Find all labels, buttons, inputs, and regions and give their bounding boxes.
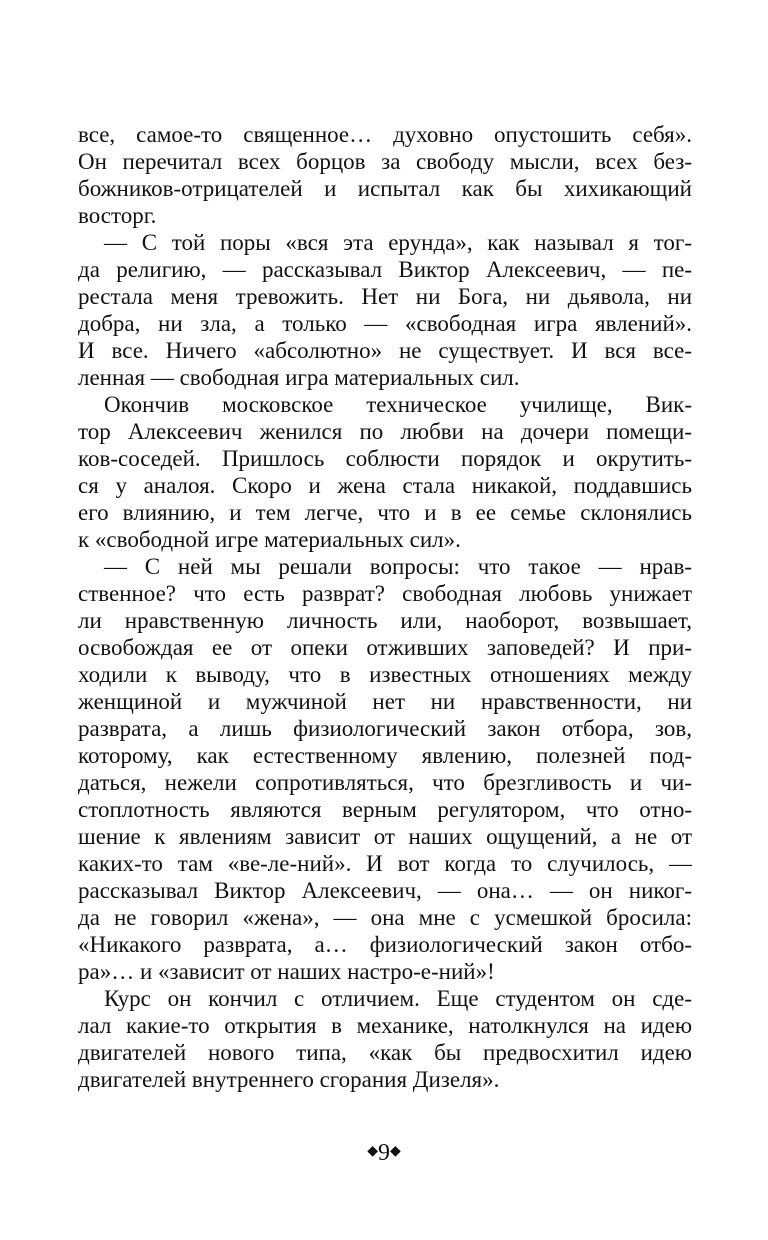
text-line: — С той поры «вся эта ерунда», как называл я тог- bbox=[104, 230, 692, 255]
text-line: двигателей нового типа, «как бы предвосхитил идею bbox=[78, 1040, 692, 1065]
text-line: ся у аналоя. Скоро и жена стала никакой, поддавшись bbox=[78, 473, 692, 498]
text-line: его влиянию, и тем легче, что и в ее семье склонялись bbox=[78, 500, 692, 525]
page-number-footer bbox=[0, 1139, 768, 1168]
text-line: да религию, — рассказывал Виктор Алексеевич, — пе- bbox=[78, 257, 692, 282]
diamond-ornament-right-icon: ◆ bbox=[390, 1144, 401, 1160]
text-line: Окончив московское техническое училище, Вик- bbox=[104, 392, 692, 417]
text-line: разврата, а лишь физиологический закон отбора, зов, bbox=[78, 716, 692, 741]
text-line: к «свободной игре материальных сил». bbox=[78, 527, 461, 552]
text-line: лал какие-то открытия в механике, натолкнулся на идею bbox=[78, 1013, 692, 1038]
text-line: двигателей внутреннего сгорания Дизеля». bbox=[78, 1067, 500, 1092]
text-line: которому, как естественному явлению, полезней под- bbox=[78, 743, 692, 768]
text-line: ра»… и «зависит от наших настро-е-ний»! bbox=[78, 959, 495, 984]
text-line: да не говорил «жена», — она мне с усмешкой бросила: bbox=[78, 905, 692, 930]
text-line: стоплотность являются верным регулятором, что отно- bbox=[78, 797, 692, 822]
text-line: женщиной и мужчиной нет ни нравственности, ни bbox=[78, 689, 692, 714]
text-line: ков-соседей. Пришлось соблюсти порядок и окрутить- bbox=[78, 446, 692, 471]
text-line: — С ней мы решали вопросы: что такое — нрав- bbox=[104, 554, 692, 579]
text-line: рестала меня тревожить. Нет ни Бога, ни дьявола, ни bbox=[78, 284, 692, 309]
text-line: ленная — свободная игра материальных сил. bbox=[78, 365, 520, 390]
text-line: шение к явлениям зависит от наших ощущений, а не от bbox=[78, 824, 692, 849]
text-line: ходили к выводу, что в известных отношениях между bbox=[78, 662, 692, 687]
text-line: ственное? что есть разврат? свободная любовь унижает bbox=[78, 581, 692, 606]
text-line: тор Алексеевич женился по любви на дочери помещи- bbox=[78, 419, 692, 444]
text-line: восторг. bbox=[78, 203, 157, 228]
text-line: освобождая ее от опеки отживших заповедей? И при- bbox=[78, 635, 692, 660]
text-line: ли нравственную личность или, наоборот, возвышает, bbox=[78, 608, 692, 633]
page-number: 9 bbox=[378, 1140, 390, 1166]
text-line: Он перечитал всех борцов за свободу мысли, всех без- bbox=[78, 149, 692, 174]
text-line: каких-то там «ве-ле-ний». И вот когда то случилось, — bbox=[78, 851, 692, 876]
text-line: рассказывал Виктор Алексеевич, — она… — он никог- bbox=[78, 878, 692, 903]
text-line: даться, нежели сопротивляться, что брезгливость и чи- bbox=[78, 770, 692, 795]
text-line: все, самое-то священное… духовно опустошить себя». bbox=[78, 122, 692, 147]
text-line: «Никакого разврата, а… физиологический закон отбо- bbox=[78, 932, 692, 957]
body-text bbox=[78, 121, 692, 1093]
text-line: добра, ни зла, а только — «свободная игра явлений». bbox=[78, 311, 692, 336]
text-line: божников-отрицателей и испытал как бы хихикающий bbox=[78, 176, 692, 201]
diamond-ornament-left-icon: ◆ bbox=[367, 1144, 378, 1160]
text-line: И все. Ничего «абсолютно» не существует. И вся все- bbox=[78, 338, 692, 363]
text-line: Курс он кончил с отличием. Еще студентом он сде- bbox=[104, 986, 692, 1011]
